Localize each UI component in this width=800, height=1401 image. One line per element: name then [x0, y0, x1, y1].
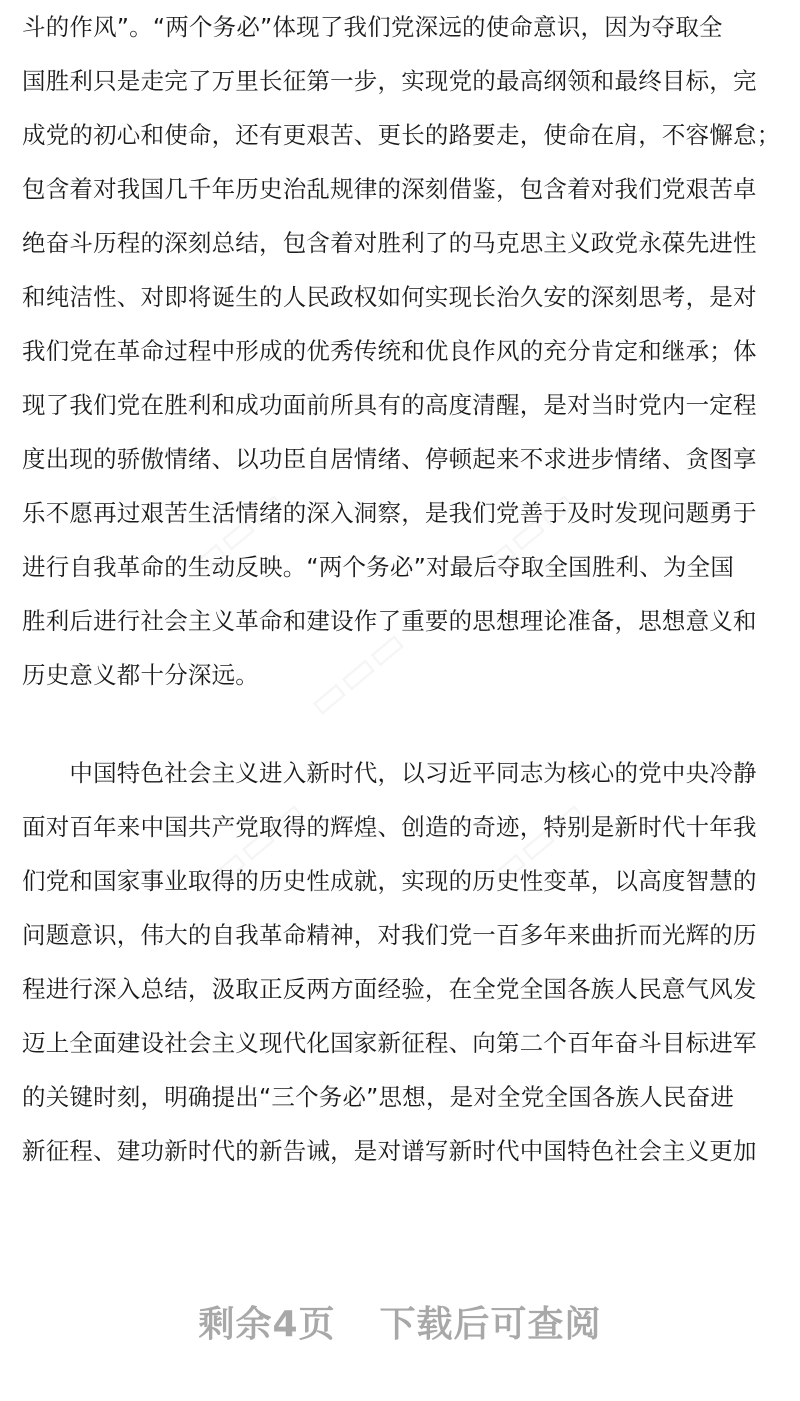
- text-line: 历史意义都十分深远。: [22, 661, 259, 689]
- download-hint-label: 下载后可查阅: [379, 1304, 602, 1345]
- watermark: ▭▭▭: [198, 788, 315, 898]
- download-prompt[interactable]: [0, 1296, 800, 1347]
- text-line: 乐不愿再过艰苦生活情绪的深入洞察，是我们党善于及时发现问题勇于: [22, 499, 757, 527]
- text-line: 胜利后进行社会主义革命和建设作了重要的思想理论准备，思想意义和: [22, 607, 757, 635]
- paragraph-1: [22, 0, 780, 702]
- text-line: 包含着对我国几千年历史治乱规律的深刻借鉴，包含着对我们党艰苦卓: [22, 175, 757, 203]
- text-line: 绝奋斗历程的深刻总结，包含着对胜利了的马克思主义政党永葆先进性: [22, 229, 757, 257]
- watermark: ▭▭▭: [478, 788, 595, 898]
- text-line: 我们党在革命过程中形成的优秀传统和优良作风的充分肯定和继承；体: [22, 337, 757, 365]
- text-line: 的关键时刻，明确提出“三个务必”思想，是对全党全国各族人民奋进: [22, 1083, 735, 1111]
- text-line: 们党和国家事业取得的历史性成就，实现的历史性变革，以高度智慧的: [22, 867, 757, 895]
- text-line: 斗的作风”。“两个务必”体现了我们党深远的使命意识，因为夺取全: [22, 13, 723, 41]
- text-line: 国胜利只是走完了万里长征第一步，实现党的最高纲领和最终目标，完: [22, 67, 757, 95]
- remaining-pages-label: 剩余4页: [198, 1304, 336, 1345]
- text-line: 中国特色社会主义进入新时代，以习近平同志为核心的党中央冷静: [22, 759, 757, 787]
- text-line: 问题意识，伟大的自我革命精神，对我们党一百多年来曲折而光辉的历: [22, 921, 757, 949]
- text-line: 度出现的骄傲情绪、以功臣自居情绪、停顿起来不求进步情绪、贪图享: [22, 445, 757, 473]
- watermark: ▭▭▭: [298, 618, 415, 728]
- paragraph-2: [22, 746, 780, 1178]
- watermark: ▭▭▭: [178, 478, 295, 588]
- watermark: ▭▭▭: [468, 478, 585, 588]
- text-line: 进行自我革命的生动反映。“两个务必”对最后夺取全国胜利、为全国: [22, 553, 735, 581]
- text-line: 新征程、建功新时代的新告诫，是对谱写新时代中国特色社会主义更加: [22, 1137, 757, 1165]
- text-line: 和纯洁性、对即将诞生的人民政权如何实现长治久安的深刻思考，是对: [22, 283, 757, 311]
- text-line: 迈上全面建设社会主义现代化国家新征程、向第二个百年奋斗目标进军: [22, 1029, 757, 1057]
- text-line: 现了我们党在胜利和成功面前所具有的高度清醒，是对当时党内一定程: [22, 391, 757, 419]
- text-line: 成党的初心和使命，还有更艰苦、更长的路要走，使命在肩，不容懈怠；: [22, 121, 780, 149]
- text-line: 程进行深入总结，汲取正反两方面经验，在全党全国各族人民意气风发: [22, 975, 757, 1003]
- text-line: 面对百年来中国共产党取得的辉煌、创造的奇迹，特别是新时代十年我: [22, 813, 757, 841]
